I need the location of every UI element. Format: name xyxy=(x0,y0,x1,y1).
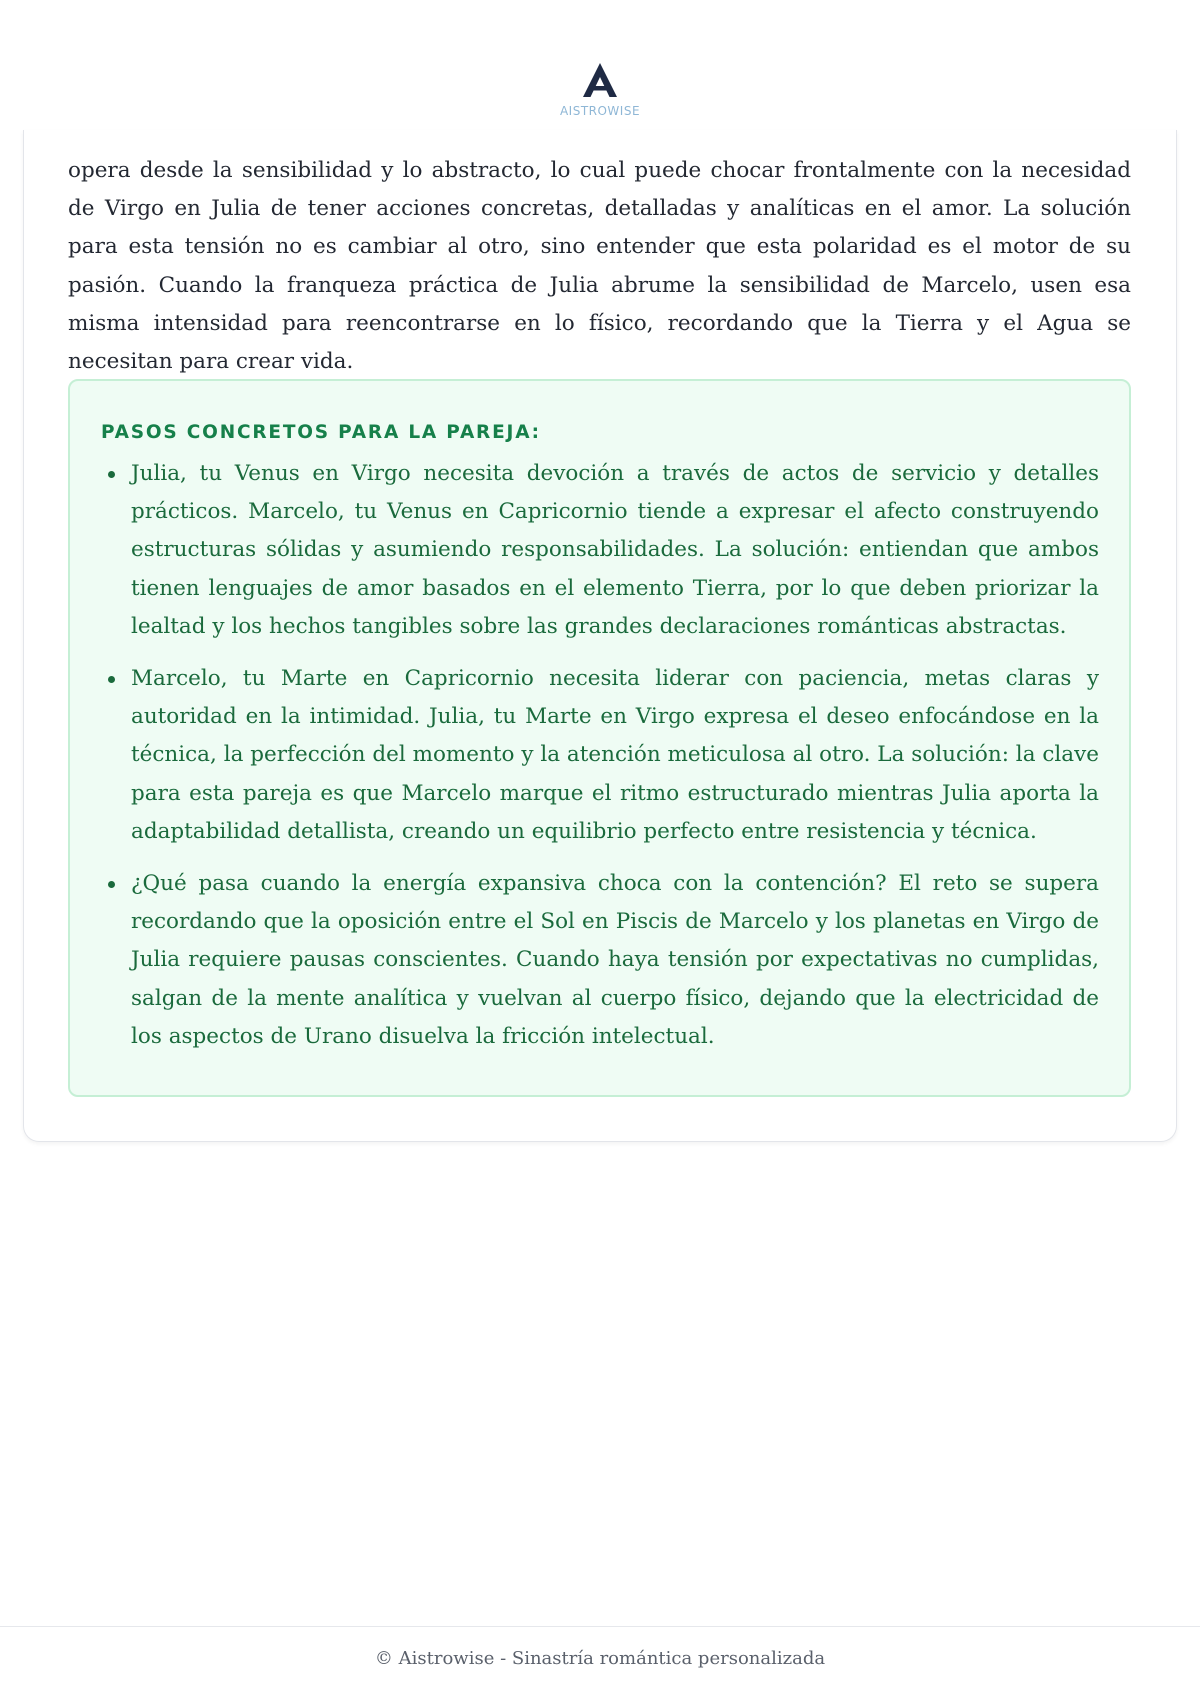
bullet-icon xyxy=(108,881,115,888)
steps-box xyxy=(68,379,1131,1097)
list-item-text: Marcelo, tu Marte en Capricornio necesita liderar con paciencia, metas claras y autoridad en la intimidad. Julia, tu Marte en Virgo expresa el deseo enfocándose en la técnica, la perfección del momento y la atención meticulosa al otro. La solución: la clave para esta pareja es que Marcelo marque el ritmo estructurado mientras Julia aporta la adaptabilidad detallista, creando un equilibrio perfecto entre resistencia y técnica. xyxy=(131,666,1099,844)
list-item xyxy=(101,660,1099,851)
body-paragraph: opera desde la sensibilidad y lo abstracto, lo cual puede chocar frontalmente con la necesidad de Virgo en Julia de tener acciones concretas, detalladas y analíticas en el amor. La solución para esta tensión no es cambiar al otro, sino entender que esta polaridad es el motor de su pasión. Cuando la franqueza práctica de Julia abrume la sensibilidad de Marcelo, usen esa misma intensidad para reencontrarse en lo físico, recordando que la Tierra y el Agua se necesitan para crear vida. xyxy=(68,158,1131,375)
list-item-text: Julia, tu Venus en Virgo necesita devoción a través de actos de servicio y detalles prácticos. Marcelo, tu Venus en Capricornio tiende a expresar el afecto construyendo estructuras sólidas y asumiendo responsabilidades. La solución: entiendan que ambos tienen lenguajes de amor basados en el elemento Tierra, por lo que deben priorizar la lealtad y los hechos tangibles sobre las grandes declaraciones románticas abstractas. xyxy=(131,461,1099,639)
steps-list xyxy=(101,455,1099,1056)
aistrowise-logo-icon[interactable] xyxy=(580,60,620,100)
list-item xyxy=(101,865,1099,1056)
page-header xyxy=(0,0,1200,150)
brand-name: AISTROWISE xyxy=(559,104,641,118)
page-footer xyxy=(0,1626,1200,1697)
steps-heading: PASOS CONCRETOS PARA LA PAREJA: xyxy=(101,422,541,443)
list-item xyxy=(101,455,1099,646)
list-item-text: ¿Qué pasa cuando la energía expansiva choca con la contención? El reto se supera recordando que la oposición entre el Sol en Piscis de Marcelo y los planetas en Virgo de Julia requiere pausas conscientes. Cuando haya tensión por expectativas no cumplidas, salgan de la mente analítica y vuelvan al cuerpo físico, dejando que la electricidad de los aspectos de Urano disuelva la fricción intelectual. xyxy=(131,871,1099,1049)
bullet-icon xyxy=(108,471,115,478)
bullet-icon xyxy=(108,676,115,683)
footer-text: © Aistrowise - Sinastría romántica personalizada xyxy=(374,1647,826,1669)
